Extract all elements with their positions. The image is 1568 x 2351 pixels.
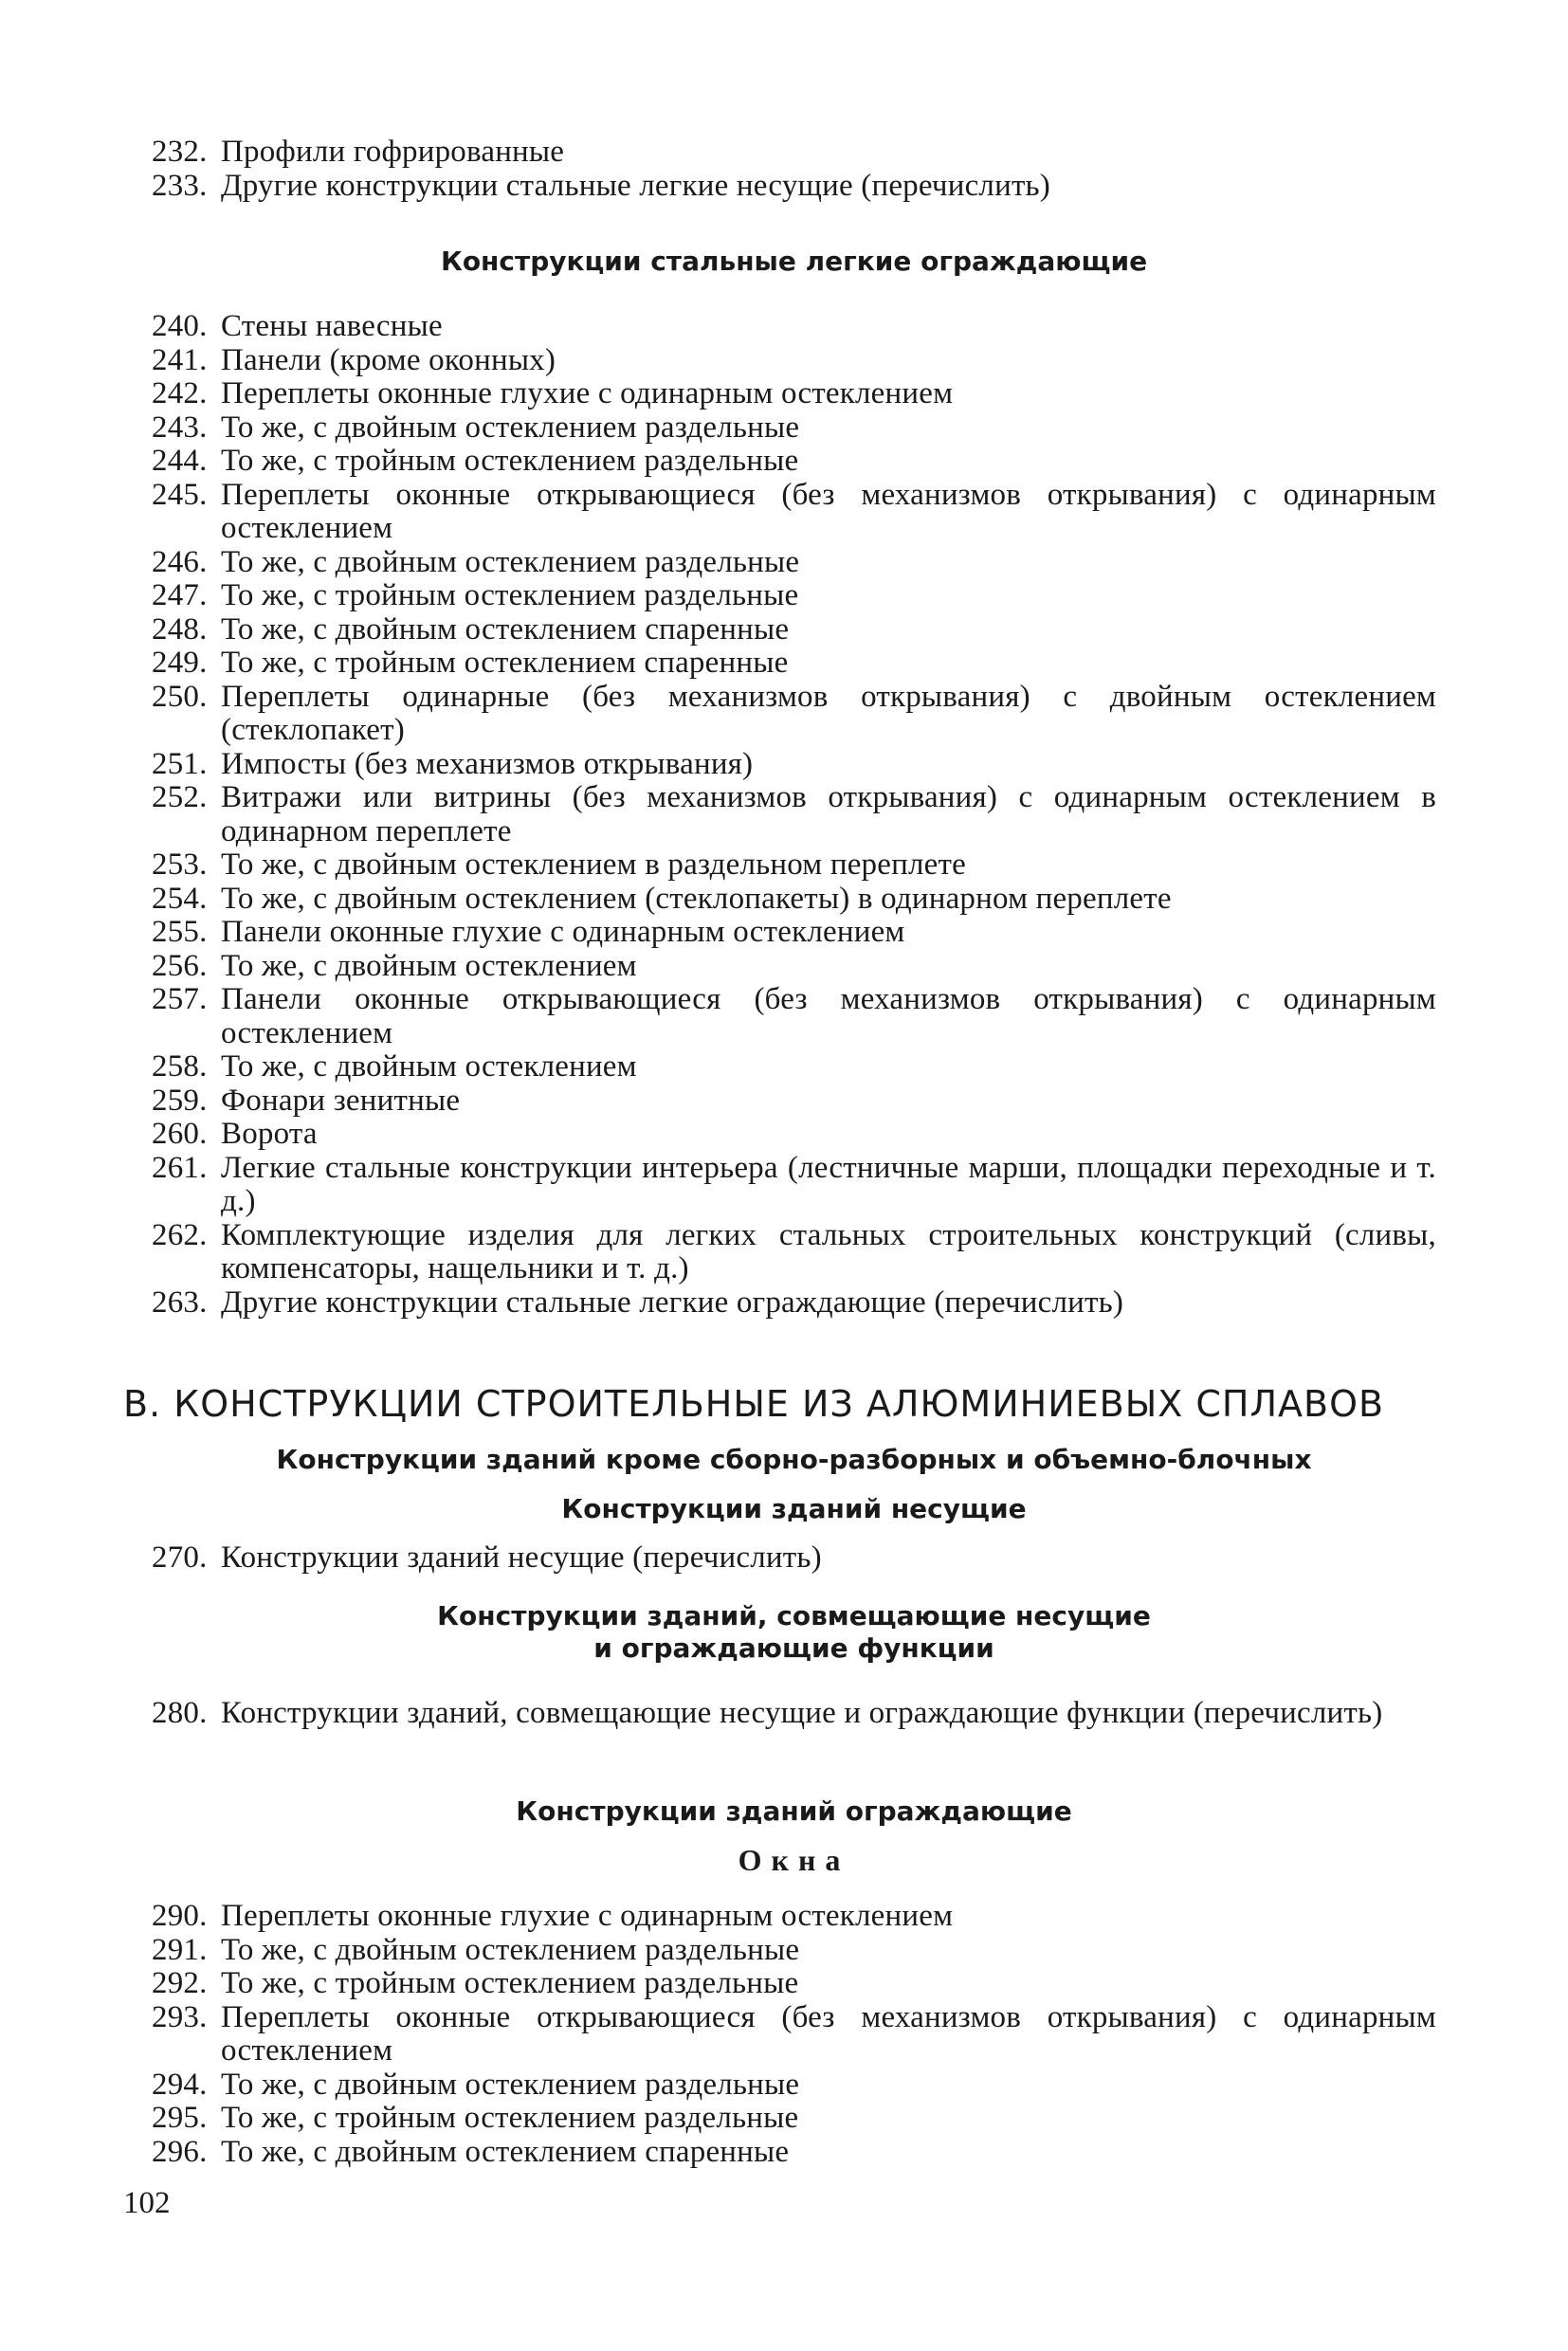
list-item bbox=[152, 136, 1436, 170]
item-number: 293. bbox=[152, 1999, 208, 2034]
item-text: То же, с двойным остеклением в раздельном переплете bbox=[221, 847, 966, 882]
list-item bbox=[152, 310, 1436, 344]
list-item bbox=[152, 2136, 1436, 2170]
item-number: 296. bbox=[152, 2134, 208, 2169]
item-number: 259. bbox=[152, 1083, 208, 1118]
item-number: 245. bbox=[152, 477, 208, 512]
list-item bbox=[152, 445, 1436, 479]
list-item bbox=[152, 2069, 1436, 2103]
item-number: 232. bbox=[152, 135, 208, 169]
list-enclosing bbox=[152, 310, 1436, 1320]
item-number: 280. bbox=[152, 1696, 208, 1730]
heading-enclosing-buildings: Конструкции зданий ограждающие bbox=[516, 1795, 1072, 1827]
item-number: 260. bbox=[152, 1117, 208, 1151]
list-item bbox=[152, 1541, 1436, 1576]
item-text: То же, с тройным остеклением спаренные bbox=[221, 646, 789, 680]
item-text: Переплеты одинарные (без механизмов открывания) с двойным остеклением (стеклопакет) bbox=[221, 679, 1436, 747]
item-text: То же, с тройным остеклением раздельные bbox=[221, 578, 799, 612]
item-number: 257. bbox=[152, 982, 208, 1016]
list-item bbox=[152, 411, 1436, 446]
item-number: 241. bbox=[152, 342, 208, 377]
list-item bbox=[152, 1152, 1436, 1219]
item-number: 295. bbox=[152, 2101, 208, 2135]
list-item bbox=[152, 950, 1436, 984]
item-text: Переплеты оконные глухие с одинарным остеклением bbox=[221, 376, 954, 410]
item-number: 294. bbox=[152, 2067, 208, 2102]
item-number: 248. bbox=[152, 611, 208, 647]
list-item bbox=[152, 848, 1436, 883]
list-item bbox=[152, 344, 1436, 378]
item-text: То же, с тройным остеклением раздельные bbox=[221, 1966, 799, 2000]
list-item bbox=[152, 579, 1436, 613]
item-text: То же, с тройным остеклением раздельные bbox=[221, 2101, 799, 2135]
item-number: 244. bbox=[152, 444, 208, 478]
item-text: Конструкции зданий несущие (перечислить) bbox=[221, 1540, 822, 1575]
list-bearing bbox=[152, 1541, 1436, 1576]
item-number: 254. bbox=[152, 881, 208, 916]
list-item bbox=[152, 1900, 1436, 1934]
item-number: 252. bbox=[152, 780, 208, 814]
item-text: Ворота bbox=[221, 1117, 318, 1151]
heading-windows: Окна bbox=[738, 1843, 850, 1877]
item-text: Комплектующие изделия для легких стальных строительных конструкций (сливы, компенсаторы, нащельники и т. д.) bbox=[221, 1217, 1436, 1285]
item-number: 255. bbox=[152, 915, 208, 949]
list-item bbox=[152, 1286, 1436, 1321]
list-item bbox=[152, 1697, 1436, 1731]
heading-buildings: Конструкции зданий кроме сборно-разборных и объемно-блочных bbox=[276, 1444, 1312, 1475]
item-number: 240. bbox=[152, 309, 208, 343]
item-text: Переплеты оконные открывающиеся (без механизмов открывания) с одинарным остеклением bbox=[221, 1999, 1436, 2068]
list-item bbox=[152, 1934, 1436, 1968]
list-item bbox=[152, 2001, 1436, 2069]
item-text: Другие конструкции стальные легкие несущие (перечислить) bbox=[221, 168, 1051, 203]
list-item bbox=[152, 883, 1436, 917]
list-item bbox=[152, 1084, 1436, 1119]
list-item bbox=[152, 681, 1436, 748]
list-item bbox=[152, 1967, 1436, 2001]
item-text: Витражи или витрины (без механизмов открывания) с одинарным остеклением в одинарном переплете bbox=[221, 780, 1436, 848]
list-item bbox=[152, 613, 1436, 647]
item-text: Легкие стальные конструкции интерьера (лестничные марши, площадки переходные и т. д.) bbox=[221, 1150, 1436, 1218]
item-number: 243. bbox=[152, 410, 208, 445]
item-text: То же, с тройным остеклением раздельные bbox=[221, 444, 799, 478]
item-text: То же, с двойным остеклением спаренные bbox=[221, 2134, 790, 2169]
list-item bbox=[152, 2102, 1436, 2136]
item-number: 247. bbox=[152, 578, 208, 612]
list-item bbox=[152, 377, 1436, 411]
list-item bbox=[152, 1219, 1436, 1286]
item-number: 246. bbox=[152, 544, 208, 579]
item-text: Импосты (без механизмов открывания) bbox=[221, 746, 754, 781]
list-top bbox=[152, 136, 1436, 203]
item-number: 253. bbox=[152, 847, 208, 882]
heading-combined-line2: и ограждающие функции bbox=[593, 1632, 994, 1664]
list-item bbox=[152, 479, 1436, 546]
item-text: Панели оконные глухие с одинарным остеклением bbox=[221, 915, 905, 949]
list-item bbox=[152, 647, 1436, 681]
item-text: Конструкции зданий, совмещающие несущие и ограждающие функции (перечислить) bbox=[221, 1696, 1383, 1730]
list-combined bbox=[152, 1697, 1436, 1731]
heading-enclosing: Конструкции стальные легкие ограждающие bbox=[440, 246, 1148, 277]
page-number: 102 bbox=[123, 2186, 171, 2220]
item-text: Панели оконные открывающиеся (без механизмов открывания) с одинарным остеклением bbox=[221, 982, 1436, 1050]
list-item bbox=[152, 983, 1436, 1050]
item-text: То же, с двойным остеклением (стеклопакеты) в одинарном переплете bbox=[221, 881, 1172, 916]
item-number: 290. bbox=[152, 1899, 208, 1933]
item-text: Профили гофрированные bbox=[221, 135, 565, 169]
item-text: То же, с двойным остеклением раздельные bbox=[221, 410, 800, 445]
item-number: 292. bbox=[152, 1966, 208, 2000]
item-number: 249. bbox=[152, 646, 208, 680]
item-text: То же, с двойным остеклением раздельные bbox=[221, 1932, 800, 1967]
item-number: 263. bbox=[152, 1285, 208, 1320]
item-number: 251. bbox=[152, 746, 208, 781]
item-number: 262. bbox=[152, 1217, 208, 1252]
item-text: Переплеты оконные глухие с одинарным остеклением bbox=[221, 1899, 954, 1933]
list-item bbox=[152, 170, 1436, 204]
item-number: 250. bbox=[152, 679, 208, 714]
list-item bbox=[152, 748, 1436, 782]
item-number: 261. bbox=[152, 1150, 208, 1185]
item-text: То же, с двойным остеклением раздельные bbox=[221, 544, 800, 579]
item-text: То же, с двойным остеклением раздельные bbox=[221, 2067, 800, 2102]
item-text: Другие конструкции стальные легкие ограждающие (перечислить) bbox=[221, 1285, 1124, 1320]
heading-bearing: Конструкции зданий несущие bbox=[561, 1493, 1027, 1524]
list-windows bbox=[152, 1900, 1436, 2169]
item-text: Фонари зенитные bbox=[221, 1083, 461, 1118]
item-number: 242. bbox=[152, 376, 208, 410]
list-item bbox=[152, 781, 1436, 848]
list-item bbox=[152, 1118, 1436, 1152]
item-text: Переплеты оконные открывающиеся (без механизмов открывания) с одинарным остеклением bbox=[221, 477, 1436, 545]
item-text: Стены навесные bbox=[221, 309, 443, 343]
item-text: То же, с двойным остеклением bbox=[221, 948, 637, 983]
item-number: 233. bbox=[152, 168, 208, 203]
item-number: 270. bbox=[152, 1540, 208, 1575]
list-item bbox=[152, 1050, 1436, 1084]
item-number: 291. bbox=[152, 1932, 208, 1967]
item-text: Панели (кроме оконных) bbox=[221, 342, 556, 377]
item-text: То же, с двойным остеклением bbox=[221, 1049, 637, 1084]
item-text: То же, с двойным остеклением спаренные bbox=[221, 611, 790, 647]
item-number: 258. bbox=[152, 1049, 208, 1084]
item-number: 256. bbox=[152, 948, 208, 983]
list-item bbox=[152, 546, 1436, 580]
list-item bbox=[152, 916, 1436, 950]
section-heading-v: В. КОНСТРУКЦИИ СТРОИТЕЛЬНЫЕ ИЗ АЛЮМИНИЕВЫХ СПЛАВОВ bbox=[123, 1383, 1385, 1425]
heading-combined-line1: Конструкции зданий, совмещающие несущие bbox=[437, 1600, 1151, 1631]
